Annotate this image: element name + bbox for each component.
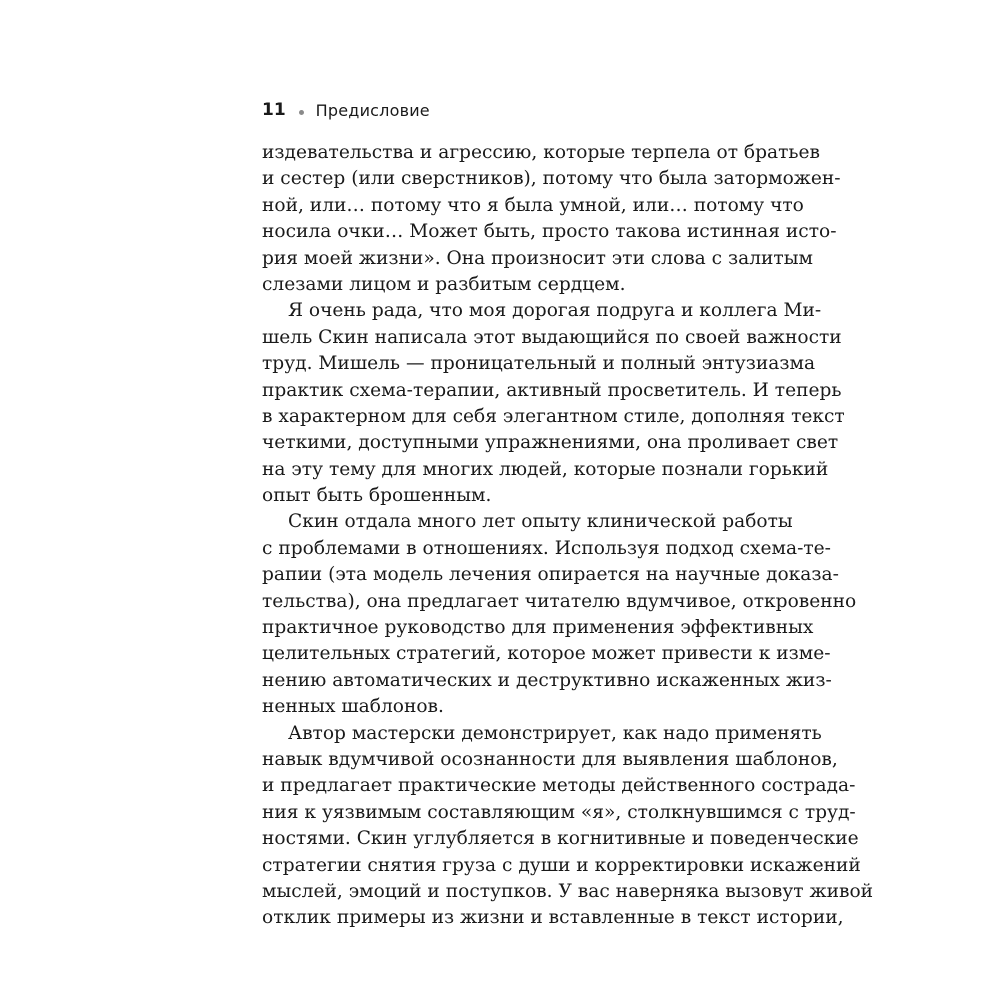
text-line: и предлагает практические методы действенного сострада- (262, 775, 856, 797)
text-line: ния к уязвимым составляющим «я», столкнувшимся с труд- (262, 801, 856, 823)
text-line: стратегии снятия груза с души и корректировки искажений (262, 854, 861, 876)
text-line: ной, или… потому что я была умной, или… потому что (262, 194, 804, 216)
text-line: Автор мастерски демонстрирует, как надо применять (288, 722, 822, 744)
text-line: тельства), она предлагает читателю вдумчивое, откровенно (262, 590, 857, 612)
text-line: практик схема-терапии, активный просветитель. И теперь (262, 379, 842, 401)
text-line: носила очки… Может быть, просто такова истинная исто- (262, 221, 837, 243)
text-line: слезами лицом и разбитым сердцем. (262, 273, 626, 295)
separator-dot-icon (299, 110, 304, 115)
page-number: 11 (262, 100, 286, 120)
text-line: практичное руководство для применения эффективных (262, 617, 814, 639)
body-text (262, 140, 874, 932)
text-line: целительных стратегий, которое может привести к изме- (262, 643, 831, 665)
paragraph-1 (262, 140, 841, 298)
paragraph-3 (262, 509, 857, 720)
text-line: навык вдумчивой осознанности для выявления шаблонов, (262, 748, 838, 770)
text-line: четкими, доступными упражнениями, она проливает свет (262, 432, 839, 454)
text-line: отклик примеры из жизни и вставленные в текст истории, (262, 907, 844, 929)
text-line: рия моей жизни». Она произносит эти слова с залитым (262, 247, 813, 269)
text-line: Я очень рада, что моя дорогая подруга и коллега Ми- (288, 300, 822, 322)
text-line: опыт быть брошенным. (262, 485, 492, 507)
text-line: шель Скин написала этот выдающийся по своей важности (262, 326, 842, 348)
text-line: издевательства и агрессию, которые терпела от братьев (262, 142, 820, 163)
text-line: труд. Мишель — проницательный и полный энтузиазма (262, 353, 816, 375)
text-line: в характерном для себя элегантном стиле, дополняя текст (262, 405, 845, 427)
paragraph-4 (262, 721, 874, 932)
running-head (262, 98, 430, 122)
text-line: Скин отдала много лет опыту клинической работы (288, 511, 793, 533)
text-line: нению автоматических и деструктивно искаженных жиз- (262, 669, 832, 691)
text-line: с проблемами в отношениях. Используя подход схема-те- (262, 537, 831, 559)
text-line: рапии (эта модель лечения опирается на научные доказа- (262, 564, 839, 586)
section-title: Предисловие (315, 100, 430, 120)
text-line: на эту тему для многих людей, которые познали горький (262, 458, 829, 480)
text-line: и сестер (или сверстников), потому что была заторможен- (262, 168, 841, 190)
text-line: ностями. Скин углубляется в когнитивные и поведенческие (262, 828, 859, 850)
paragraph-2 (262, 298, 845, 509)
text-line: ненных шаблонов. (262, 696, 444, 718)
text-line: мыслей, эмоций и поступков. У вас наверняка вызовут живой (262, 880, 874, 902)
